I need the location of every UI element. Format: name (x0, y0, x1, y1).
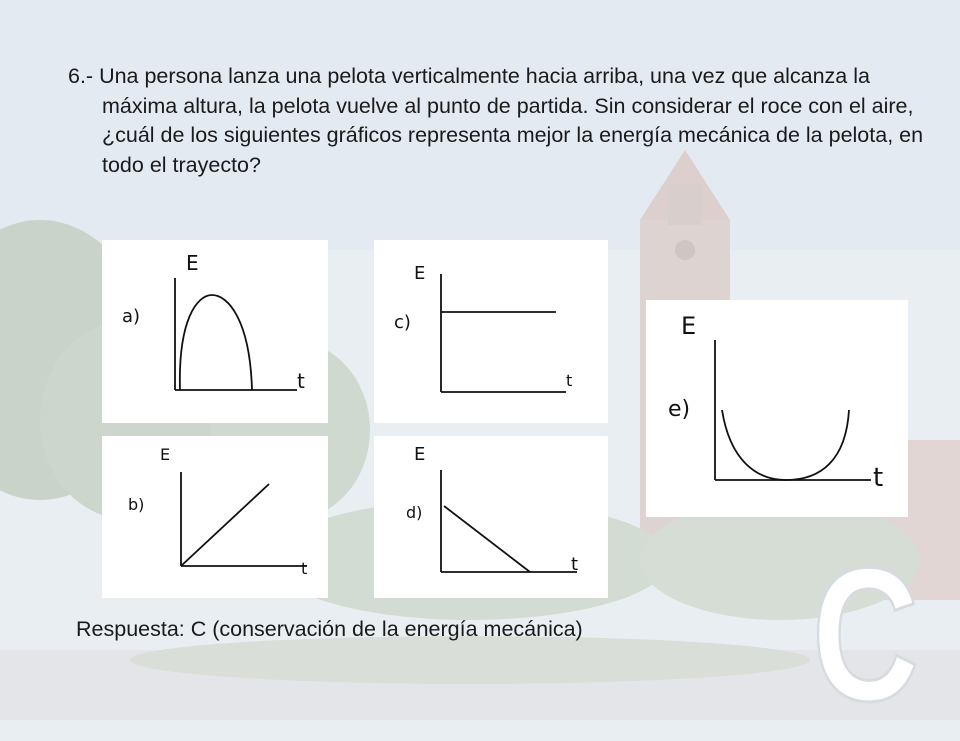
x-axis-label: t (873, 463, 884, 493)
y-axis-label: E (681, 312, 697, 340)
graph-c (374, 240, 608, 423)
graph-d-panel (374, 436, 608, 598)
graph-c-panel (374, 240, 608, 423)
x-axis-label: t (566, 371, 573, 390)
y-axis-label: E (414, 263, 426, 284)
answer-big-letter: C (812, 529, 920, 741)
curve-falling-line (444, 506, 530, 572)
graph-d (374, 436, 608, 598)
x-axis-label: t (571, 554, 579, 575)
graph-letter: d) (406, 503, 423, 522)
y-axis-label: E (160, 445, 171, 464)
question-text: 6.- Una persona lanza una pelota verticalmente hacia arriba, una vez que alcanza la máxima altura, la pelota vuelve al punto de partida. Sin considerar el roce con el aire, ¿cuál de los siguientes gráficos representa mejor la energía mecánica de la pelota, en todo el trayecto? (68, 64, 924, 177)
graph-letter: e) (668, 397, 691, 422)
graph-b (102, 436, 328, 598)
answer-text: Respuesta: C (conservación de la energía mecánica) (76, 617, 583, 641)
curve-arc (180, 295, 252, 390)
graph-b-panel (102, 436, 328, 598)
graph-letter: c) (394, 312, 411, 333)
x-axis-label: t (301, 559, 308, 578)
curve-rising-line (181, 484, 269, 566)
graph-a-panel (102, 240, 328, 423)
graph-letter: a) (122, 306, 141, 327)
y-axis-label: E (414, 444, 426, 465)
curve-u-shape (722, 410, 849, 480)
graph-letter: b) (128, 495, 145, 514)
x-axis-label: t (297, 369, 305, 393)
graph-e (646, 300, 908, 517)
y-axis-label: E (186, 251, 199, 275)
graph-e-panel (646, 300, 908, 517)
graph-a (102, 240, 328, 423)
